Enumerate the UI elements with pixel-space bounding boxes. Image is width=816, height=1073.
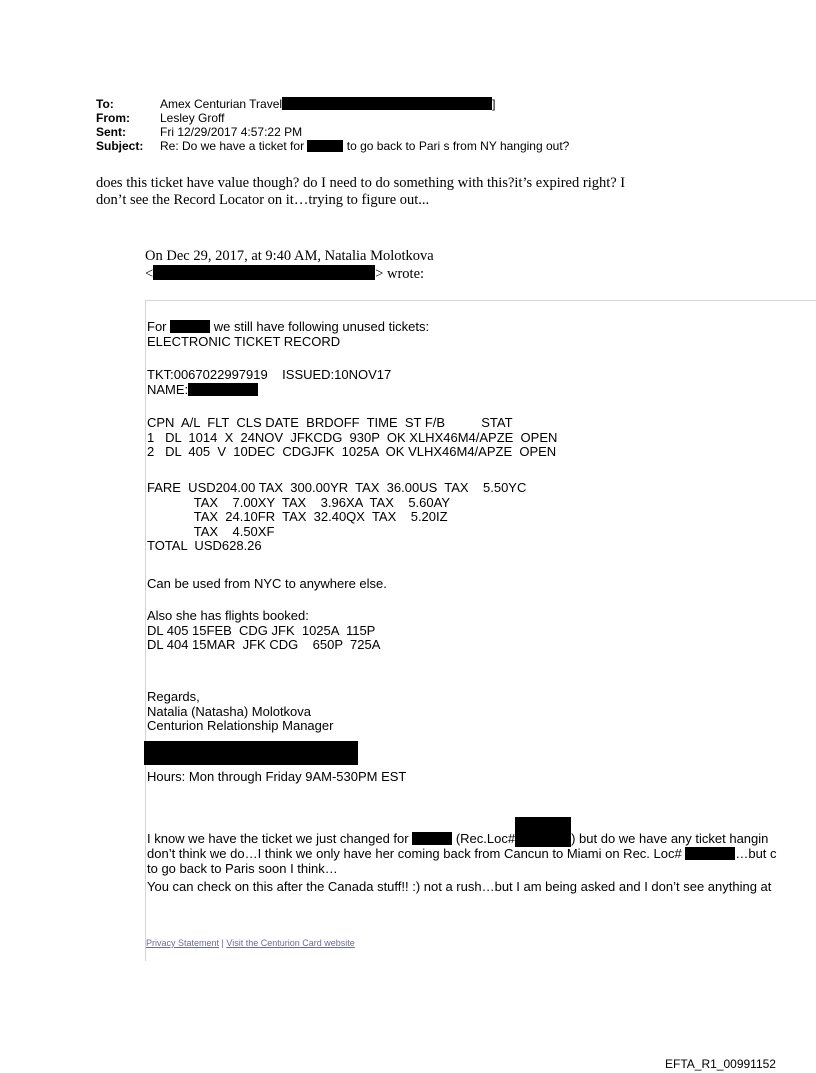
redaction-bar [188, 383, 258, 396]
signature-title: Centurion Relationship Manager [147, 718, 334, 733]
redaction-bar [170, 320, 210, 333]
name-line: NAME: [147, 383, 391, 398]
fare-line: FARE USD204.00 TAX 300.00YR TAX 36.00US TAX 5.50YC [147, 480, 527, 495]
quote-attribution [145, 248, 434, 283]
from-label: From: [96, 111, 130, 125]
record-title: ELECTRONIC TICKET RECORD [147, 333, 341, 349]
redaction-bar [515, 817, 571, 847]
reply-line: don’t see the Record Locator on it…trying to figure out... [96, 192, 430, 208]
attribution-email-line: < > wrote: [145, 266, 425, 282]
booked-row: DL 405 15FEB CDG JFK 1025A 115P [147, 622, 376, 638]
sent-label: Sent: [96, 125, 126, 139]
reply-body [96, 175, 736, 209]
redaction-bar [307, 140, 343, 152]
hours-line: Hours: Mon through Friday 9AM-530PM EST [147, 769, 407, 784]
centurion-website-link[interactable]: Visit the Centurion Card website [226, 938, 355, 948]
redaction-bar [153, 265, 375, 280]
bates-number: EFTA_R1_00991152 [665, 1057, 776, 1071]
quote-intro: For we still have following unused tickets: ELECTRONIC TICKET RECORD [147, 319, 430, 349]
subject-label: Subject: [96, 139, 144, 153]
to-label: To: [96, 97, 114, 111]
from-row [96, 111, 569, 125]
ticket-number-line: TKT:0067022997919 ISSUED:10NOV17 [147, 367, 392, 382]
booked-title: Also she has flights booked: [147, 608, 309, 623]
redaction-bar [282, 97, 492, 110]
coupon-header: CPN A/L FLT CLS DATE BRDOFF TIME ST F/B STAT [147, 415, 513, 430]
regards: Regards, [147, 689, 200, 704]
attribution-line: On Dec 29, 2017, at 9:40 AM, Natalia Molotkova [145, 248, 434, 264]
subject-value: Re: Do we have a ticket for to go back to Pari s from NY hanging out? [160, 139, 570, 153]
fare-line: TAX 24.10FR TAX 32.40QX TAX 5.20IZ [147, 509, 448, 524]
to-row [96, 97, 569, 111]
footer-links: Privacy Statement | Visit the Centurion Card website [146, 938, 355, 948]
total-line: TOTAL USD628.26 [147, 538, 262, 553]
reply-line: does this ticket have value though? do I need to do something with this?it’s expired right? I [96, 175, 626, 191]
signature [147, 690, 333, 734]
from-value: Lesley Groff [160, 111, 225, 125]
redaction-bar [144, 741, 358, 765]
coupon-row: 2 DL 405 V 10DEC CDGJFK 1025A OK VLHX46M4/APZE OPEN [147, 444, 557, 459]
fare-block [147, 481, 526, 554]
coupon-table [147, 416, 557, 460]
message-paragraph: I know we have the ticket we just changed for (Rec.Loc# ) but do we have any ticket hangin don’t think we do…I think we only have her coming back from Cancun to Miami on Rec. Loc# …but c to go back to Paris soon I think… [147, 817, 777, 876]
booked-row: DL 404 15MAR JFK CDG 650P 725A [147, 637, 381, 652]
message-paragraph: You can check on this after the Canada stuff!! :) not a rush…but I am being asked and I don’t see anything at [147, 879, 772, 894]
privacy-statement-link[interactable]: Privacy Statement [146, 938, 220, 948]
subject-row [96, 139, 569, 153]
redaction-bar [412, 832, 452, 845]
fare-line: TAX 4.50XF [147, 523, 275, 539]
booked-flights [147, 609, 380, 653]
email-header [96, 97, 569, 153]
use-note: Can be used from NYC to anywhere else. [147, 576, 387, 591]
redaction-bar [685, 847, 735, 860]
fare-line: TAX 7.00XY TAX 3.96XA TAX 5.60AY [147, 494, 451, 510]
sent-value: Fri 12/29/2017 4:57:22 PM [160, 125, 303, 139]
ticket-info [147, 368, 391, 397]
to-value: Amex Centurian Travel ] [160, 97, 496, 111]
coupon-row: 1 DL 1014 X 24NOV JFKCDG 930P OK XLHX46M4/APZE OPEN [147, 429, 558, 445]
signature-name: Natalia (Natasha) Molotkova [147, 703, 312, 719]
sent-row [96, 125, 569, 139]
